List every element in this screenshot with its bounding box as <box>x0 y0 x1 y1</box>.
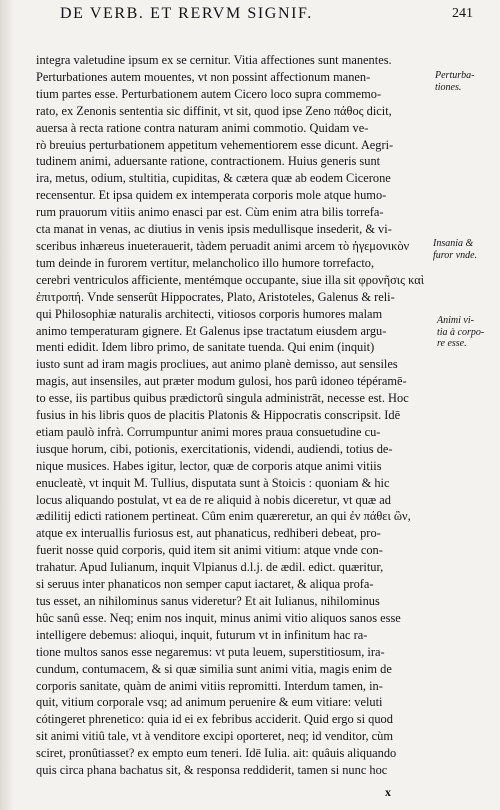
margin-note-insania <box>433 238 477 261</box>
text-line: fusius in his libris quos de placitis Platonis & Hippocratis conscripsit. Idē <box>36 408 401 423</box>
text-line: iusto sunt ad iram magis procliues, aut animo planè demisso, aut sensiles <box>36 357 398 372</box>
text-line: rò breuius perturbationem appetitum vehementiorem esse dicunt. Aegri- <box>36 137 394 152</box>
margin-note-perturbationes <box>435 70 474 93</box>
text-line: sceribus inhæreus inueterauerit, tàdem peruadit animi arcem τὸ ἡγεμονικὸν <box>36 238 410 253</box>
text-line: cundum, contumacem, & si quæ similia sunt animi vitia, magis enim de <box>36 661 392 676</box>
margin-note-line: re esse. <box>437 338 467 349</box>
text-line: tum deinde in furorem vertitur, melancholico illo humore torrefacto, <box>36 255 375 270</box>
text-line: sit animi vitiû tale, vt à venditore excipi oporteret, neq; id venditor, cùm <box>36 729 394 744</box>
text-line: rum prauorum vitiis animo enasci par est. Cùm enim atra bilis torrefa- <box>36 205 384 220</box>
text-line: quit, vitium corporale vsq; ad animum peruenire & eum vitiare: veluti <box>36 695 383 710</box>
margin-note-line: Animi vi- <box>437 315 474 326</box>
text-line: fuerit nosse quid corporis, quid item sit animi vitium: atque vnde con- <box>36 543 383 558</box>
body-text <box>36 52 428 779</box>
text-line: hûc sanû esse. Neq; enim nos inquit, minus animi vitio aliquos sanos esse <box>36 610 401 625</box>
text-line: ira, metus, odium, stultitia, cupiditas, & cætera quæ ab eodem Cicerone <box>36 171 391 186</box>
text-line: tudinem animi, aduersante ratione, contractionem. Huius generis sunt <box>36 154 381 169</box>
text-line: trahatur. Apud Iulianum, inquit Vlpianus d.l.j. de ædil. edict. quæritur, <box>36 560 384 575</box>
text-line: cta manat in venas, ac diutius in venis ipsis medullisque insederit, & vi- <box>36 222 392 237</box>
text-line: si seruus inter phanaticos non semper caput iactaret, & aliqua profa- <box>36 577 374 592</box>
text-line: ædilitij edicti rationem pertineat. Cûm enim quæreretur, an qui ἐν πάθει ὢν, <box>36 509 411 524</box>
margin-note-line: tiones. <box>435 81 462 93</box>
text-line: locus aliquando postulat, vt ea de re aliquid à nobis diceretur, vt quæ ad <box>36 492 391 507</box>
margin-note-line: Insania & <box>433 238 474 249</box>
text-line: integra valetudine ipsum ex se cernitur. Vitia affectiones sunt manentes. <box>36 53 392 67</box>
gutter-shadow <box>0 0 14 810</box>
text-line: Perturbationes autem mouentes, vt non possint affectionum manen- <box>36 69 371 84</box>
text-line: recensentur. Et ipsa quidem ex intemperata corporis mole atque humo- <box>36 188 387 203</box>
text-line: animo temperaturam gignere. Et Galenus ipse tractatum eiusdem argu- <box>36 323 387 338</box>
text-line: cerebri ventriculos afficiente, mentémque occupante, siue illa sit φρονῆσις καὶ <box>36 272 425 287</box>
margin-note-animi-vitia <box>437 315 484 350</box>
text-line: to esse, iis partibus quibus prædictorû singula administrāt, necesse est. Hoc <box>36 391 409 406</box>
text-line: quis circa phana bachatus sit, & responsa reddiderit, tamen si nunc hoc <box>36 763 388 778</box>
text-line: corporis sanitate, quàm de animi vitiis repromitti. Interdum tamen, in- <box>36 678 383 693</box>
text-line: menti edidit. Idem libro primo, de sanitate tuenda. Qui enim (inquit) <box>36 340 375 355</box>
text-line: auersa à recta ratione contra naturam animi commotio. Quidam ve- <box>36 120 369 135</box>
text-line: qui Philosophiæ naturalis architecti, vitiosos corporis humores malam <box>36 306 383 321</box>
text-line: etiam paulò infrà. Corrumpuntur animi mores praua consuetudine cu- <box>36 424 381 439</box>
text-line: rato, ex Zenonis sententia sic diffinit, vt sit, quod ipse Zeno πάθος dicit, <box>36 103 392 118</box>
margin-note-line: furor vnde. <box>433 249 478 261</box>
text-line: enucleatè, vt inquit M. Tullius, disputata sunt à Stoicis : quoniam & hic <box>36 475 390 490</box>
text-line: tione multos sanos esse negaremus: vt puta leuem, superstitiosum, ira- <box>36 644 385 659</box>
text-line: sciret, pronûtiasset? ex empto eum teneri. Idē Iulia. ait: quâuis aliquando <box>36 746 397 761</box>
text-line: iusque horum, cibi, potionis, exercitationis, videndi, audiendi, totius de- <box>36 441 393 456</box>
text-line: cótingeret phrenetico: quia id ei ex febribus acciderit. Quid ergo si quod <box>36 712 393 727</box>
running-title: DE VERB. ET RERVM SIGNIF. <box>60 5 313 22</box>
text-line: nique musices. Habes igitur, lector, quæ de corporis atque animi vitiis <box>36 458 382 473</box>
margin-note-line: Perturba- <box>435 70 475 81</box>
text-line: tus esset, an nihilominus sanus videretur? Et ait Iulianus, nihilominus <box>36 594 380 608</box>
text-line: tium partes esse. Perturbationem autem Cicero loco supra commemo- <box>36 86 382 101</box>
text-line: intelligere debemus: alioqui, inquit, futurum vt in infinitum hac ra- <box>36 627 368 642</box>
text-line: magis, aut insensiles, aut præter modum gulosi, hos parû idoneo tépéramē- <box>36 374 407 389</box>
margin-note-line: tia à corpo- <box>437 326 485 338</box>
text-line: atque ex interuallis furiosus est, aut phanaticus, redhiberi debeat, pro- <box>36 526 381 541</box>
text-line: ἐπιτροπή. Vnde senserût Hippocrates, Plato, Aristoteles, Galenus & reli- <box>36 289 395 304</box>
signature-mark: x <box>385 785 391 799</box>
page-number: 241 <box>452 6 473 21</box>
